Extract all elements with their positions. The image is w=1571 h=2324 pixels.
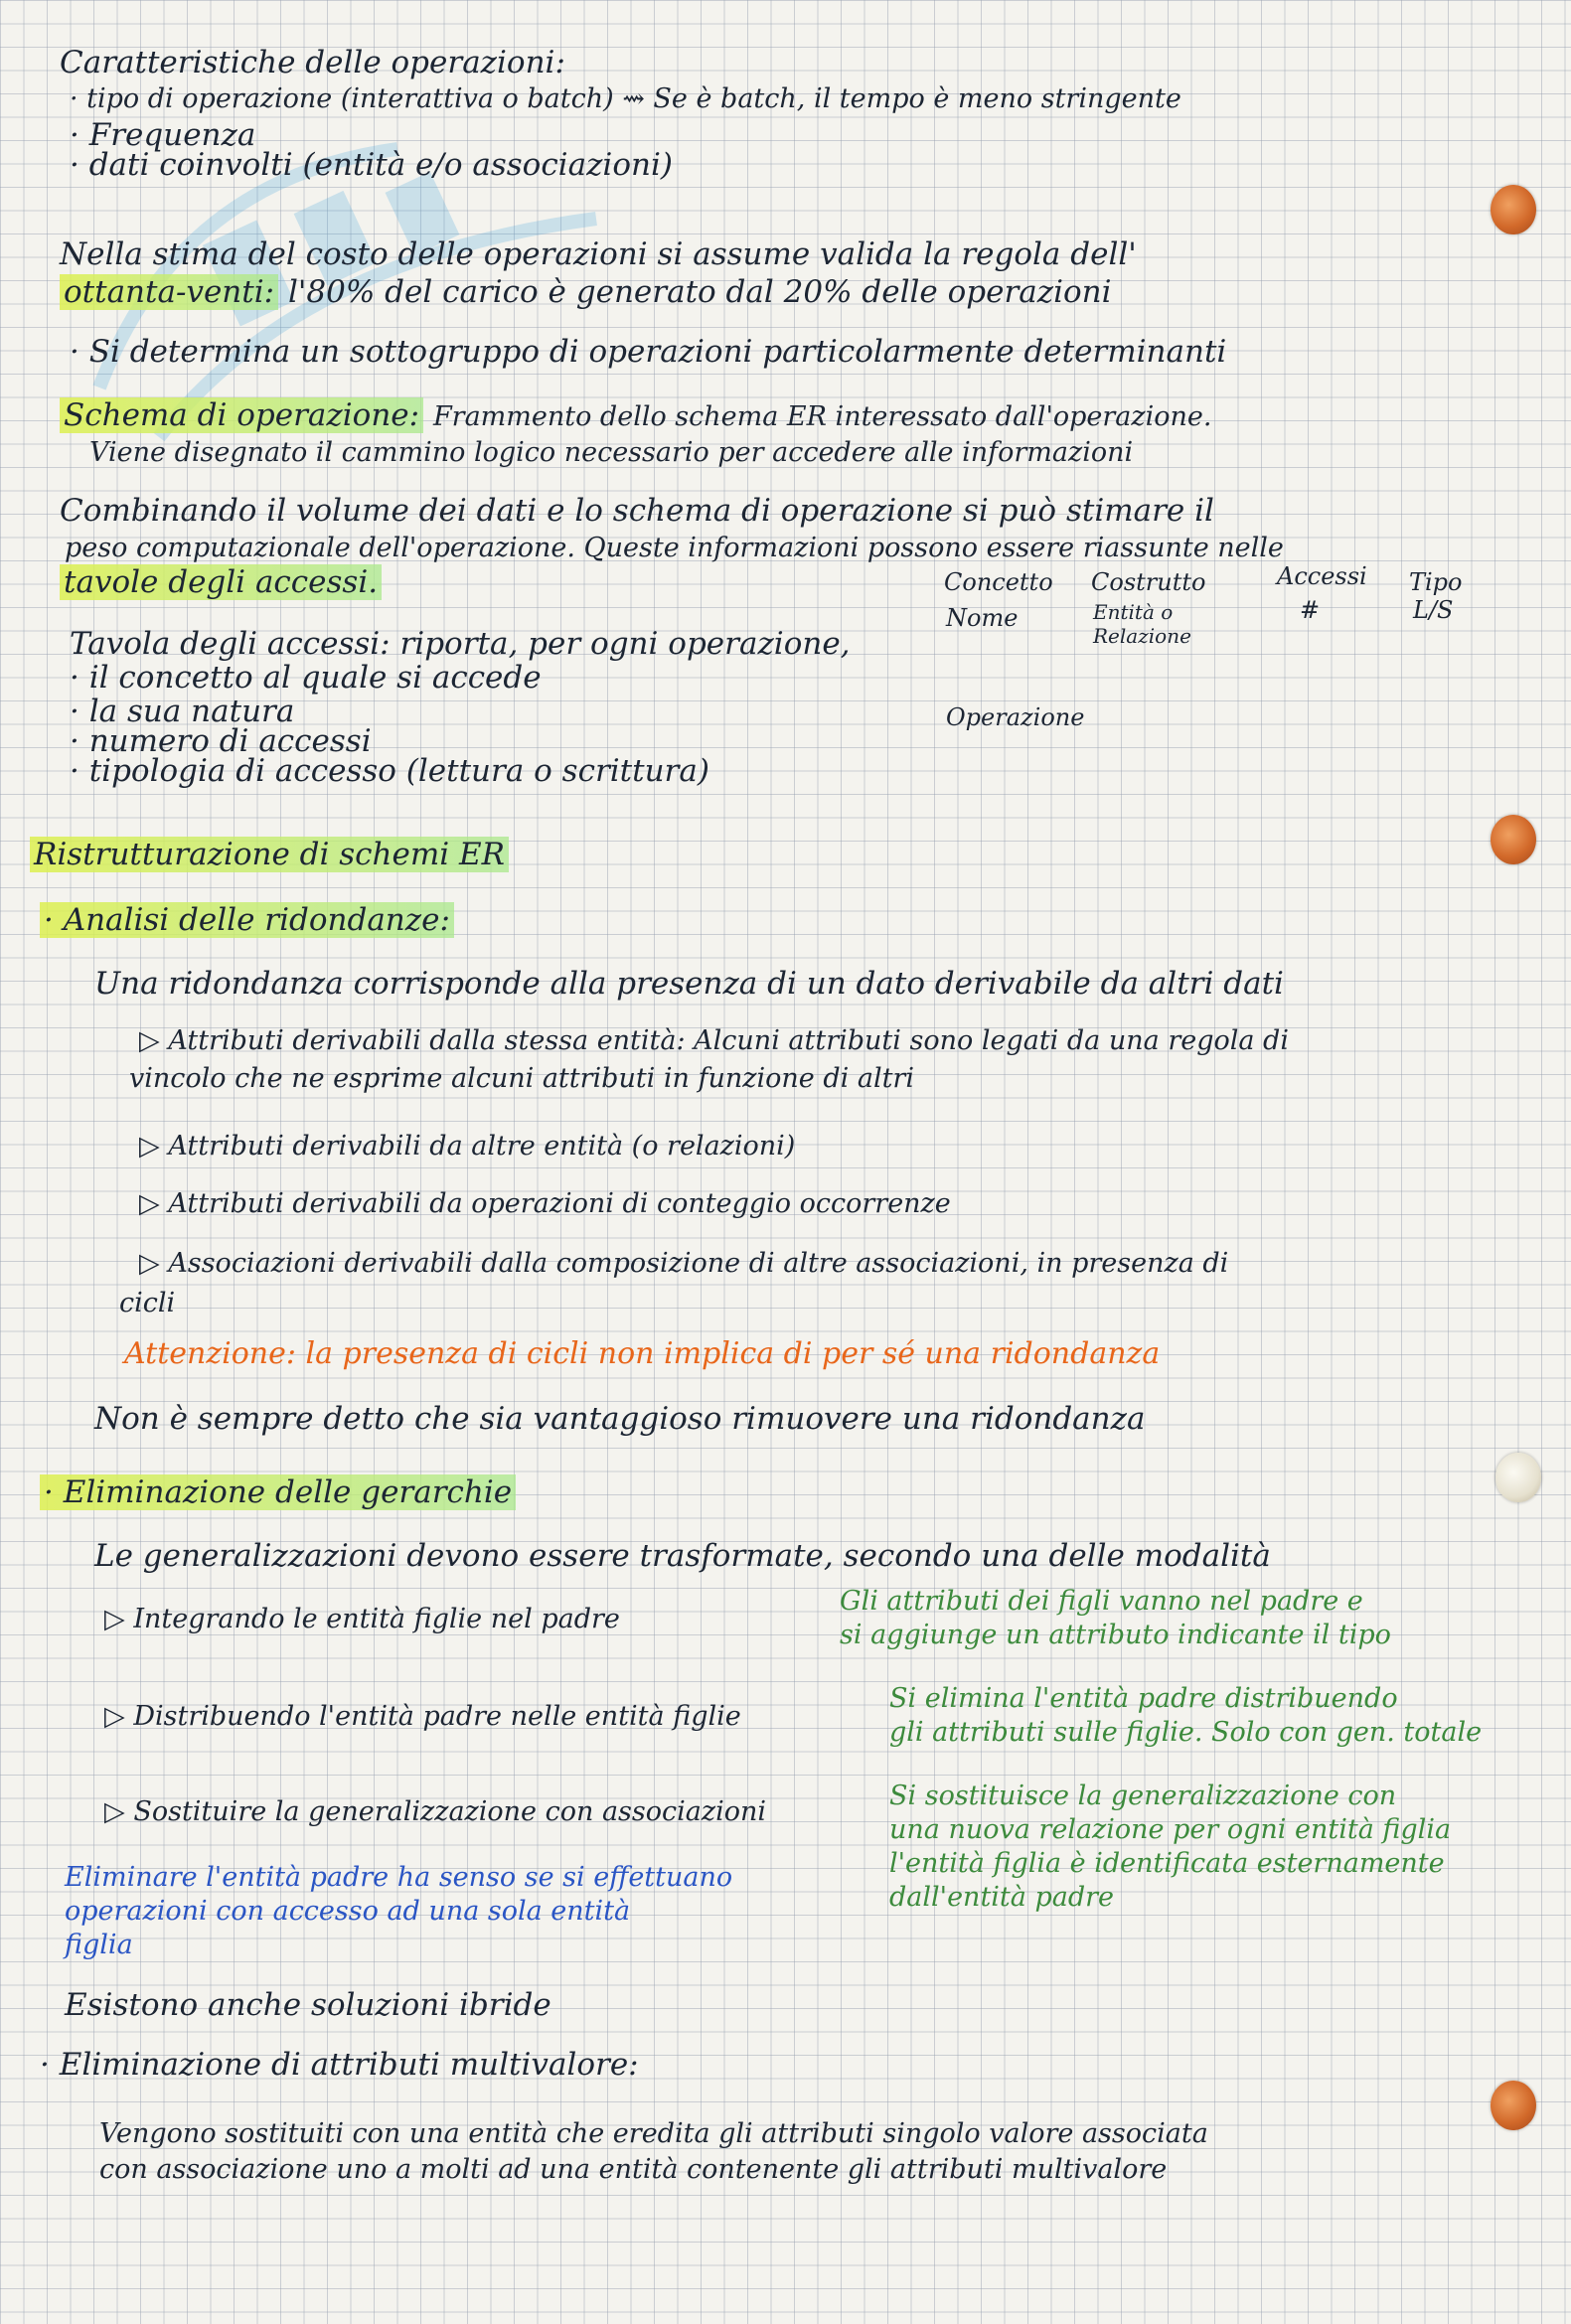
- section-heading: Ristrutturazione di schemi ER: [30, 837, 509, 872]
- binder-hole-3: [1495, 1453, 1541, 1502]
- note-line: ▷ Sostituire la generalizzazione con associazioni: [104, 1796, 767, 1827]
- note-line: · la sua natura: [70, 694, 295, 729]
- note-line: ▷ Attributi derivabili da operazioni di conteggio occorrenze: [139, 1188, 951, 1219]
- table-header-concetto: Concetto: [944, 568, 1053, 596]
- binder-hole-2: [1491, 815, 1536, 864]
- note-line: con associazione uno a molti ad una entità contenente gli attributi multivalore: [99, 2154, 1168, 2185]
- note-line: · Si determina un sottogruppo di operazioni particolarmente determinanti: [70, 334, 1227, 370]
- note-line: · Frequenza: [70, 117, 256, 153]
- side-note: si aggiunge un attributo indicante il tipo: [840, 1620, 1391, 1650]
- note-line: · dati coinvolti (entità e/o associazioni): [70, 147, 673, 183]
- subsection-heading: · Analisi delle ridondanze:: [40, 902, 454, 938]
- table-footer-operazione: Operazione: [946, 703, 1085, 731]
- note-line: Esistono anche soluzioni ibride: [65, 1987, 551, 2023]
- side-note: dall'entità padre: [889, 1882, 1115, 1913]
- binder-hole-1: [1491, 185, 1536, 234]
- highlight-term: tavole degli accessi.: [60, 564, 382, 600]
- table-cell-accessi: #: [1300, 596, 1321, 624]
- note-line: Una ridondanza corrisponde alla presenza di un dato derivabile da altri dati: [94, 966, 1284, 1002]
- note-line: Combinando il volume dei dati e lo schema di operazione si può stimare il: [60, 493, 1214, 529]
- note-line: · tipologia di accesso (lettura o scrittura): [70, 753, 709, 789]
- subsection-heading: · Eliminazione delle gerarchie: [40, 1474, 516, 1510]
- note-line: · tipo di operazione (interattiva o batch) ⇝ Se è batch, il tempo è meno stringente: [70, 83, 1181, 114]
- side-note: Gli attributi dei figli vanno nel padre e: [840, 1586, 1363, 1617]
- note-line: ▷ Attributi derivabili da altre entità (o relazioni): [139, 1131, 796, 1162]
- note-line: Vengono sostituiti con una entità che eredita gli attributi singolo valore associata: [99, 2118, 1208, 2149]
- subsection-heading: · Eliminazione di attributi multivalore:: [40, 2047, 639, 2083]
- table-cell-entita-relazione: Entità o Relazione: [1093, 600, 1191, 648]
- warning-note: Attenzione: la presenza di cicli non implica di per sé una ridondanza: [124, 1336, 1161, 1371]
- note-line: Le generalizzazioni devono essere trasformate, secondo una delle modalità: [94, 1538, 1271, 1574]
- note-line: Non è sempre detto che sia vantaggioso rimuovere una ridondanza: [94, 1401, 1146, 1437]
- note-line: cicli: [119, 1288, 176, 1318]
- note-line: · il concetto al quale si accede: [70, 660, 542, 696]
- heading-operation-characteristics: Caratteristiche delle operazioni:: [60, 45, 565, 80]
- note-line: Frammento dello schema ER interessato dall'operazione.: [432, 401, 1212, 432]
- blue-note: operazioni con accesso ad una sola entità: [65, 1896, 631, 1927]
- side-note: Si elimina l'entità padre distribuendo: [889, 1683, 1398, 1714]
- note-line: peso computazionale dell'operazione. Queste informazioni possono essere riassunte nelle: [65, 533, 1284, 563]
- note-line: ▷ Integrando le entità figlie nel padre: [104, 1604, 620, 1634]
- table-cell-tipo: L/S: [1413, 596, 1454, 624]
- highlight-term: Schema di operazione:: [60, 397, 423, 433]
- note-line: ▷ Distribuendo l'entità padre nelle entità figlie: [104, 1701, 741, 1732]
- binder-hole-4: [1491, 2081, 1536, 2130]
- side-note: una nuova relazione per ogni entità figlia: [889, 1814, 1452, 1845]
- note-line: Nella stima del costo delle operazioni si assume valida la regola dell': [60, 236, 1137, 272]
- note-line: ▷ Associazioni derivabili dalla composizione di altre associazioni, in presenza di: [139, 1248, 1229, 1279]
- blue-note: figlia: [65, 1930, 133, 1960]
- note-line: Tavola degli accessi: riporta, per ogni operazione,: [70, 626, 851, 662]
- side-note: Si sostituisce la generalizzazione con: [889, 1781, 1397, 1811]
- table-header-tipo: Tipo: [1409, 568, 1463, 596]
- note-line: Viene disegnato il cammino logico necessario per accedere alle informazioni: [89, 437, 1134, 468]
- highlight-term: ottanta-venti:: [60, 274, 278, 310]
- side-note: l'entità figlia è identificata esternamente: [889, 1848, 1445, 1879]
- note-line: ▷ Attributi derivabili dalla stessa entità: Alcuni attributi sono legati da una regola di: [139, 1025, 1289, 1056]
- note-line: vincolo che ne esprime alcuni attributi in funzione di altri: [129, 1063, 914, 1094]
- table-cell-nome: Nome: [946, 604, 1019, 632]
- table-header-costrutto: Costrutto: [1091, 568, 1206, 596]
- note-line: · numero di accessi: [70, 723, 372, 759]
- side-note: gli attributi sulle figlie. Solo con gen. totale: [889, 1717, 1483, 1748]
- note-line: l'80% del carico è generato dal 20% delle operazioni: [287, 274, 1112, 310]
- table-header-accessi: Accessi: [1277, 562, 1367, 590]
- blue-note: Eliminare l'entità padre ha senso se si effettuano: [65, 1862, 733, 1893]
